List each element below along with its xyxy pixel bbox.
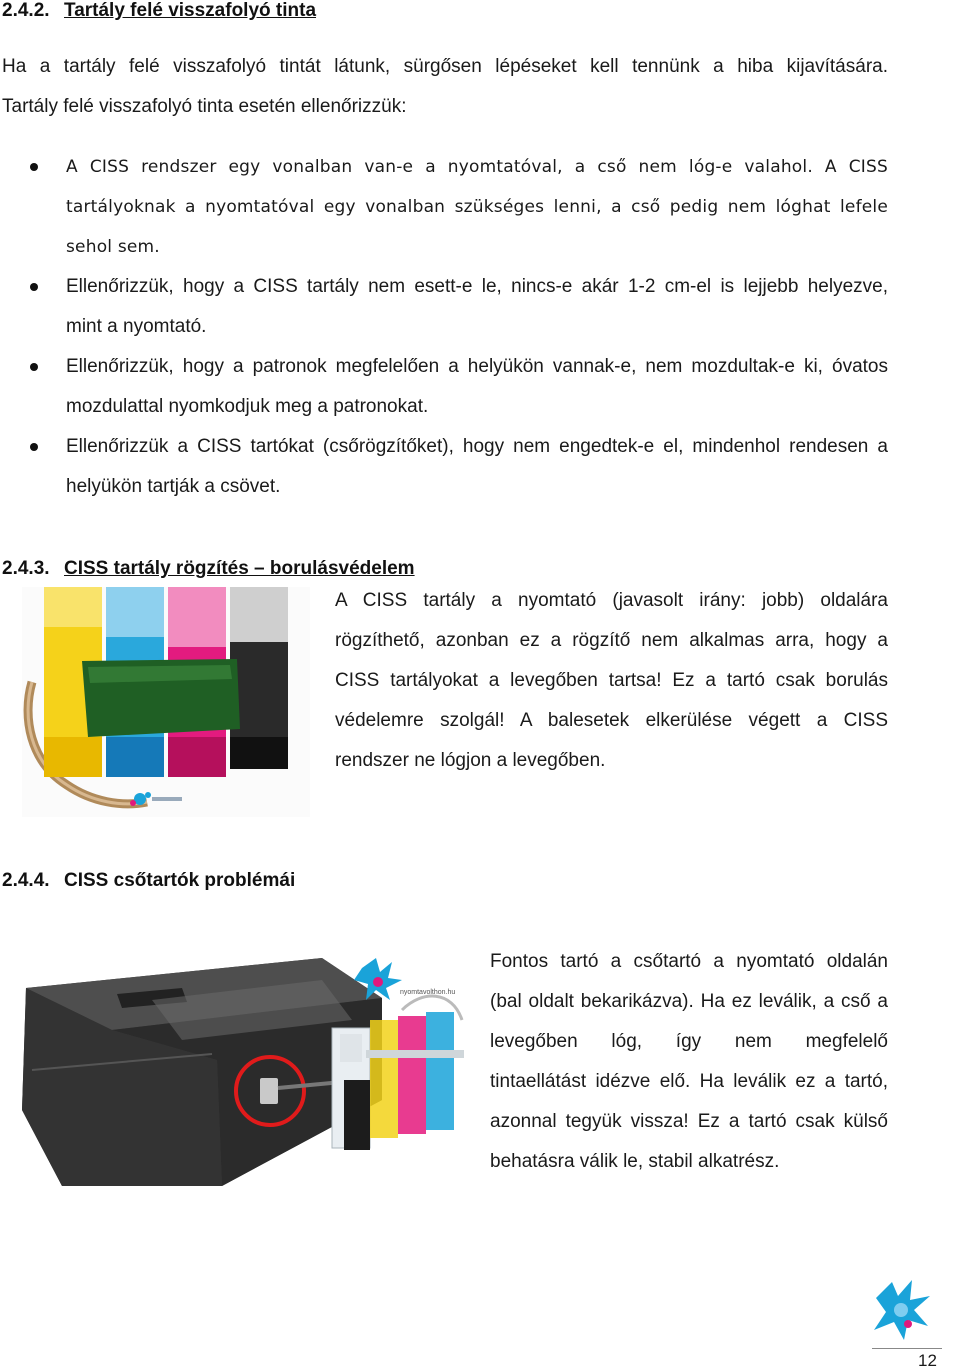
list-item-line: Ellenőrizzük, hogy a patronok megfelelően a helyükön vannak-e, nem mozdultak-e ki, óvatos xyxy=(66,356,888,377)
section-title: CISS tartály rögzítés – borulásvédelem xyxy=(64,558,415,579)
bullet-icon xyxy=(30,163,38,171)
list-item xyxy=(0,427,888,507)
list-item-line: mozdulattal nyomkodjuk meg a patronokat. xyxy=(66,396,429,417)
intro-line-2: Tartály felé visszafolyó tinta esetén ellenőrizzük: xyxy=(2,96,407,117)
section-number: 2.4.4. xyxy=(2,870,50,891)
paragraph-line: védelemre szolgál! A balesetek elkerülése végett a CISS xyxy=(335,710,888,731)
paragraph-line: tintaellátást idézve elő. Ha leválik ez a tartó, xyxy=(490,1071,888,1092)
bullet-icon xyxy=(30,283,38,291)
paragraph-line: azonnal tegyük vissza! Ez a tartó csak külső xyxy=(490,1111,888,1132)
section-number: 2.4.2. xyxy=(2,0,50,21)
list-item xyxy=(0,147,888,267)
photo-logo-text: nyomtavolthon.hu xyxy=(400,989,456,996)
ciss-tank-photo xyxy=(22,587,310,817)
paragraph-line: (bal oldalt bekarikázva). Ha ez leválik, a cső a xyxy=(490,991,888,1012)
list-item-line: sehol sem. xyxy=(66,237,160,257)
page-number: 12 xyxy=(918,1351,937,1369)
section-title: Tartály felé visszafolyó tinta xyxy=(64,0,317,21)
paragraph-line: behatásra válik le, stabil alkatrész. xyxy=(490,1151,780,1172)
heading-2-4-2 xyxy=(2,0,316,22)
printer-photo xyxy=(22,950,474,1192)
section-number: 2.4.3. xyxy=(2,558,50,579)
paragraph-line: rögzíthető, azonban ez a rögzítő nem alkalmas arra, hogy a xyxy=(335,630,888,651)
paragraph-line: Fontos tartó a csőtartó a nyomtató oldalán xyxy=(490,951,888,972)
list-item-line: Ellenőrizzük, hogy a CISS tartály nem esett-e le, nincs-e akár 1-2 cm-el is lejjebb helyezve, xyxy=(66,276,888,297)
paragraph-line: rendszer ne lógjon a levegőben. xyxy=(335,750,606,771)
check-list xyxy=(0,147,888,507)
paragraph-line: CISS tartályokat a levegőben tartsa! Ez a tartó csak borulás xyxy=(335,670,888,691)
tube-holder-paragraph xyxy=(490,942,888,1182)
list-item-line: mint a nyomtató. xyxy=(66,316,207,337)
footer-rule xyxy=(872,1348,942,1349)
list-item-line: tartályoknak a nyomtatóval egy vonalban szükséges lenni, a cső pedig nem lóghat lefele xyxy=(66,197,888,217)
tube-holder xyxy=(260,1078,278,1104)
list-item-line: Ellenőrizzük a CISS tartókat (csőrögzítőket), hogy nem engedtek-e el, mindenhol rendesen a xyxy=(66,436,888,457)
heading-2-4-3 xyxy=(2,558,415,580)
bullet-icon xyxy=(30,363,38,371)
section-title: CISS csőtartók problémái xyxy=(64,870,296,891)
paragraph-line: levegőben lóg, így nem megfelelő xyxy=(490,1031,888,1052)
intro-line-1: Ha a tartály felé visszafolyó tintát látunk, sürgősen lépéseket kell tennünk a hiba kijavítására. xyxy=(2,56,888,77)
list-item xyxy=(0,347,888,427)
bullet-icon xyxy=(30,443,38,451)
list-item-line: helyükön tartják a csövet. xyxy=(66,476,281,497)
footer-logo-icon xyxy=(868,1278,934,1344)
list-item xyxy=(0,267,888,347)
heading-2-4-4 xyxy=(2,870,295,892)
tank-fixing-paragraph xyxy=(335,581,888,781)
intro-paragraph xyxy=(2,47,888,127)
paragraph-line: A CISS tartály a nyomtató (javasolt irány: jobb) oldalára xyxy=(335,590,888,611)
list-item-line: A CISS rendszer egy vonalban van-e a nyomtatóval, a cső nem lóg-e valahol. A CISS xyxy=(66,157,888,177)
